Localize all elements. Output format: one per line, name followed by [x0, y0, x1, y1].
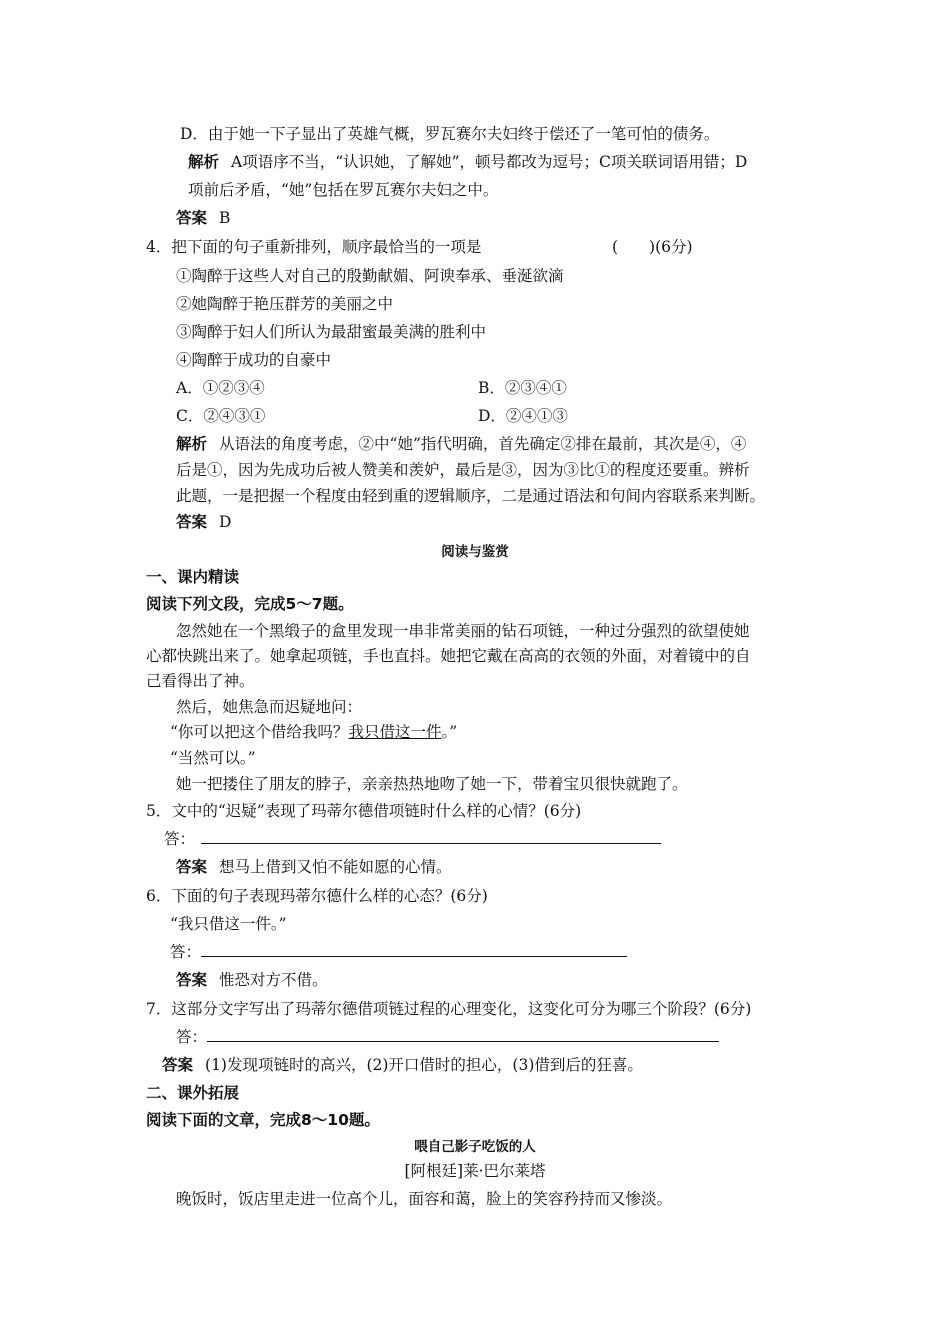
answer-label: 答案 — [176, 513, 208, 531]
passage-p4: “当然可以。” — [170, 749, 256, 767]
passage-p1-line3: 己看得出了神。 — [146, 672, 255, 690]
analysis-label: 解析 — [176, 435, 208, 453]
q3-analysis-line1 — [188, 152, 747, 172]
q4-analysis-line3: 此题，一是把握一个程度由轻到重的逻辑顺序，二是通过语法和句间内容联系来判断。 — [176, 487, 766, 505]
passage-p2: 然后，她焦急而迟疑地问： — [176, 698, 363, 716]
q3-analysis-line2: 项前后矛盾，“她”包括在罗瓦赛尔夫妇之中。 — [188, 181, 499, 199]
q4-item-2: ②她陶醉于艳压群芳的美丽之中 — [176, 295, 394, 313]
q5-stem: 5．文中的“迟疑”表现了玛蒂尔德借项链时什么样的心情？(6分) — [146, 802, 582, 820]
answer-prompt: 答： — [164, 830, 196, 848]
passage-p3 — [170, 722, 457, 742]
part2-instruction: 阅读下面的文章，完成8～10题。 — [146, 1111, 380, 1129]
q4-answer-bracket: ( )(6分) — [612, 238, 693, 256]
q5-answer — [176, 857, 452, 877]
answer-label: 答案 — [176, 209, 208, 227]
answer-value: 想马上借到又怕不能如愿的心情。 — [219, 858, 452, 876]
story-author: [阿根廷]莱·巴尔莱塔 — [404, 1162, 546, 1180]
q6-quote: “我只借这一件。” — [170, 915, 287, 933]
analysis-label: 解析 — [188, 153, 220, 171]
passage-p1-line1: 忽然她在一个黑缎子的盒里发现一串非常美丽的钻石项链，一种过分强烈的欲望使她 — [176, 622, 750, 640]
answer-label: 答案 — [162, 1056, 194, 1074]
q4-analysis-line1 — [176, 434, 746, 454]
q3-option-d: D．由于她一下子显出了英雄气概，罗瓦赛尔夫妇终于偿还了一笔可怕的债务。 — [180, 125, 720, 143]
analysis-text: A项语序不当，“认识她，了解她”，顿号都改为逗号；C项关联词语用错；D — [231, 153, 748, 171]
q4-option-b: B．②③④① — [478, 379, 567, 397]
answer-blank[interactable] — [201, 829, 661, 844]
q4-item-4: ④陶醉于成功的自豪中 — [176, 351, 332, 369]
part1-instruction: 阅读下列文段，完成5～7题。 — [146, 595, 354, 613]
answer-prompt: 答： — [176, 1028, 208, 1046]
q6-answer-line — [170, 942, 627, 962]
passage-p5: 她一把搂住了朋友的脖子，亲亲热热地吻了她一下，带着宝贝很快就跑了。 — [176, 775, 688, 793]
answer-label: 答案 — [176, 971, 208, 989]
answer-blank[interactable] — [201, 942, 627, 957]
analysis-text: 从语法的角度考虑，②中“她”指代明确，首先确定②排在最前，其次是④，④ — [219, 435, 747, 453]
q4-answer — [176, 512, 231, 532]
q4-option-c: C．②④③① — [176, 407, 266, 425]
q4-stem: 4．把下面的句子重新排列，顺序最恰当的一项是 — [146, 238, 482, 256]
q7-stem: 7．这部分文字写出了玛蒂尔德借项链过程的心理变化，这变化可分为哪三个阶段？(6分) — [146, 1000, 752, 1018]
q4-item-3: ③陶醉于妇人们所认为最甜蜜最美满的胜利中 — [176, 323, 487, 341]
q4-item-1: ①陶醉于这些人对自己的殷勤献媚、阿谀奉承、垂涎欲滴 — [176, 267, 564, 285]
answer-prompt: 答： — [170, 943, 202, 961]
passage-p1-line2: 心都快跳出来了。她拿起项链，手也直抖。她把它戴在高高的衣领的外面，对着镜中的自 — [146, 647, 751, 665]
section-title: 阅读与鉴赏 — [441, 544, 509, 560]
q6-answer — [176, 970, 328, 990]
answer-value: (1)发现项链时的高兴，(2)开口借时的担心，(3)借到后的狂喜。 — [205, 1056, 643, 1074]
answer-value: 惟恐对方不借。 — [219, 971, 328, 989]
story-title: 喂自己影子吃饭的人 — [414, 1139, 536, 1155]
q4-option-a: A．①②③④ — [176, 379, 265, 397]
answer-label: 答案 — [176, 858, 208, 876]
answer-value: B — [219, 209, 231, 227]
underlined-phrase: 我只借这一件 — [348, 723, 442, 741]
story-first-line: 晚饭时，饭店里走进一位高个儿，面容和蔼，脸上的笑容矜持而又惨淡。 — [176, 1190, 673, 1208]
part1-heading: 一、课内精读 — [146, 568, 240, 586]
part2-heading: 二、课外拓展 — [146, 1084, 240, 1102]
passage-p3-end: 。” — [441, 723, 458, 741]
q4-option-d: D．②④①③ — [478, 407, 568, 425]
answer-blank[interactable] — [207, 1027, 719, 1042]
q7-answer — [162, 1055, 643, 1075]
answer-value: D — [219, 513, 232, 531]
q4-analysis-line2: 后是①，因为先成功后被人赞美和羡妒，最后是③，因为③比①的程度还要重。辨析 — [176, 461, 750, 479]
passage-p3-start: “你可以把这个借给我吗？ — [170, 723, 349, 741]
q5-answer-line — [164, 829, 661, 849]
q3-answer — [176, 208, 230, 228]
q7-answer-line — [176, 1027, 719, 1047]
q6-stem: 6．下面的句子表现玛蒂尔德什么样的心态？(6分) — [146, 887, 488, 905]
